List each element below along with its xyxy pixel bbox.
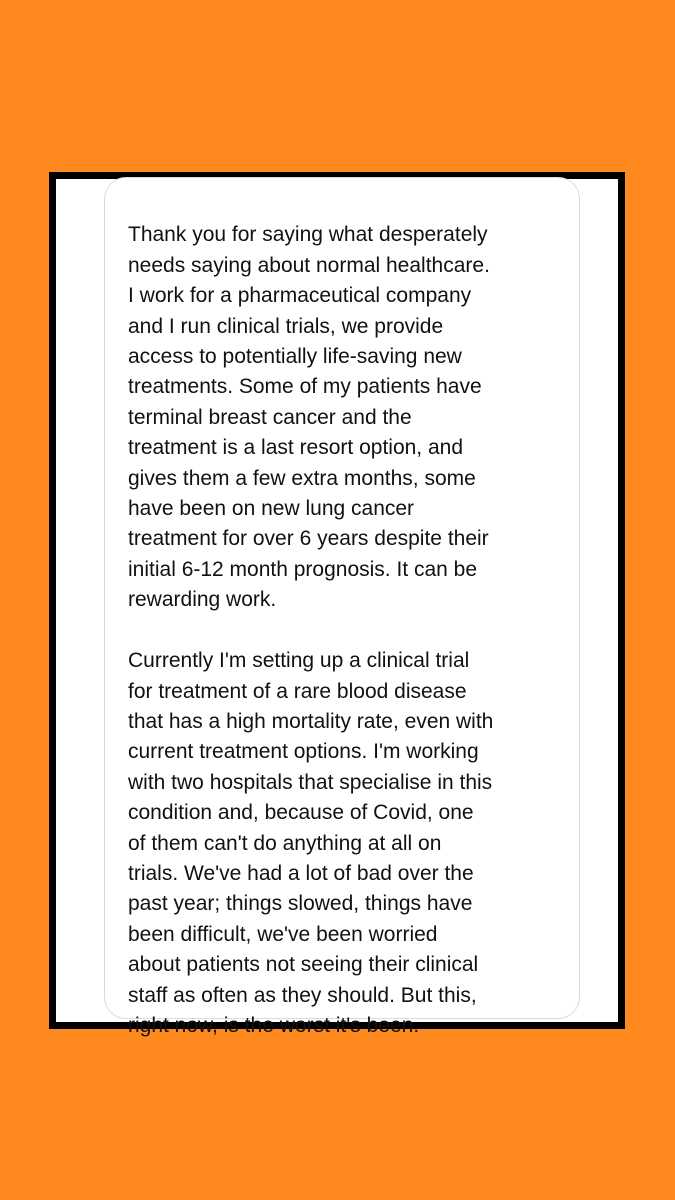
message-text xyxy=(128,190,568,1072)
message-paragraph-2: Currently I'm setting up a clinical trial for treatment of a rare blood disease that has a high mortality rate, even with current treatment options. I'm working with two hospitals that specialise in this condition and, because of Covid, one of them can't do anything at all on trials. We've had a lot of bad over the past year; things slowed, things have been difficult, we've been worried about patients not seeing their clinical staff as often as they should. But this, right now, is the worst it's been. xyxy=(128,649,494,1037)
message-paragraph-1: Thank you for saying what desperately needs saying about normal healthcare. I work for a pharmaceutical company and I run clinical trials, we provide access to potentially life-saving new treatments. Some of my patients have terminal breast cancer and the treatment is a last resort option, and gives them a few extra months, some have been on new lung cancer treatment for over 6 years despite their initial 6-12 month prognosis. It can be rewarding work. xyxy=(128,223,490,612)
